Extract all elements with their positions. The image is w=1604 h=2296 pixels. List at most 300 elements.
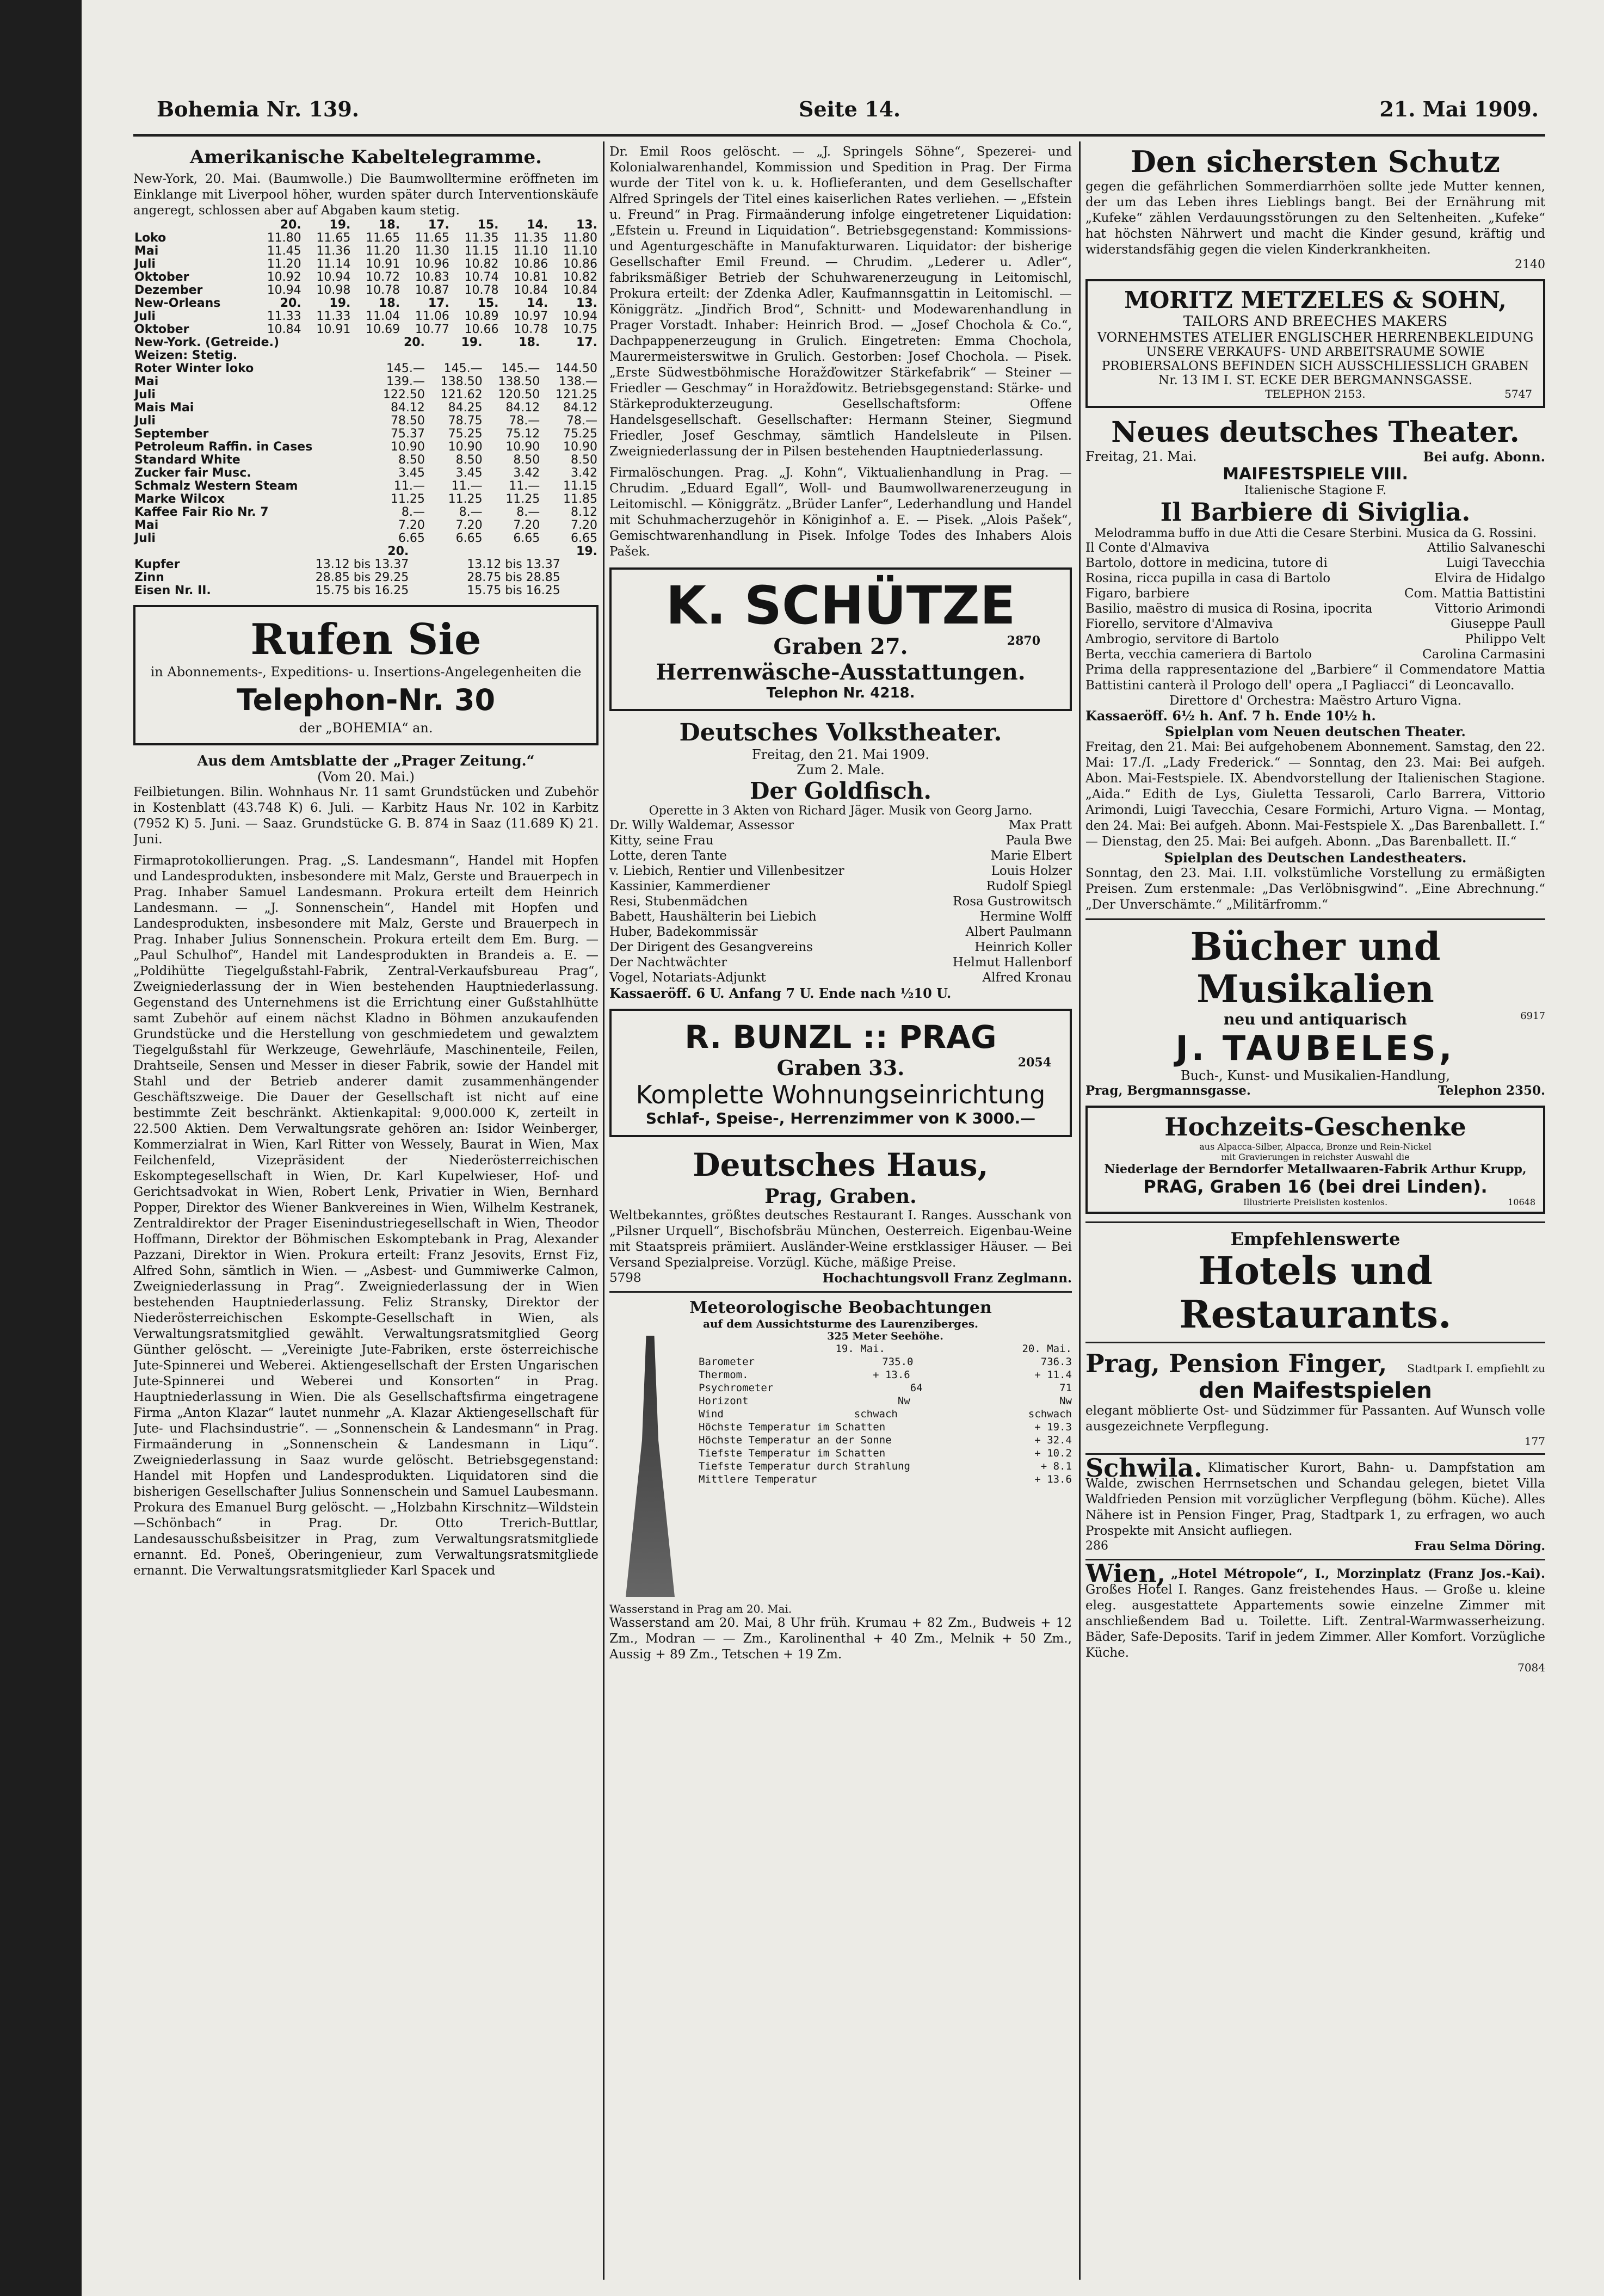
grain-table <box>133 336 599 545</box>
cell-value: 6.65 <box>513 532 540 545</box>
met-label: Barometer <box>699 1356 755 1368</box>
cell-value: 7.20 <box>455 519 483 532</box>
row-label: Juli <box>134 532 156 545</box>
met-height: 325 Meter Seehöhe. <box>827 1330 943 1342</box>
cell-value: 15.75 bis 16.25 <box>467 584 560 597</box>
role: Fiorello, servitore d'Almaviva <box>1085 617 1273 631</box>
cell-value: 20. <box>387 545 409 558</box>
hochzeit-num: 10648 <box>1508 1197 1535 1207</box>
hotels-title: Hotels und Restaurants. <box>1179 1248 1452 1337</box>
met-row <box>699 1473 1072 1486</box>
role: Vogel, Notariats-Adjunkt <box>609 971 766 985</box>
cell-value: 13. <box>576 218 597 232</box>
cell-value: 11.35 <box>464 231 499 245</box>
table-row <box>133 310 599 323</box>
cell-value: 10.66 <box>464 323 499 336</box>
met-value: schwach <box>1028 1408 1072 1420</box>
met-value: Nw <box>1059 1395 1072 1407</box>
cell-value: 15. <box>477 218 499 232</box>
role: Berta, vecchia cameriera di Bartolo <box>1085 647 1312 662</box>
taubeles-num: 6917 <box>1520 1010 1545 1022</box>
cell-value: 10.81 <box>514 270 548 284</box>
met-value: + 13.6 <box>873 1369 910 1381</box>
cell-value: 8.50 <box>455 453 483 467</box>
cell-value: 20. <box>280 218 301 232</box>
taubeles-desc: Buch-, Kunst- und Musikalien-Handlung, <box>1181 1068 1450 1083</box>
met-label: Mittlere Temperatur <box>699 1473 817 1485</box>
met-row <box>699 1434 1072 1447</box>
wien-title: Wien, <box>1085 1559 1166 1588</box>
volks-title: Deutsches Volkstheater. <box>679 719 1002 746</box>
row-label: Zucker fair Musc. <box>134 466 251 480</box>
cell-value: 10.96 <box>415 257 449 271</box>
metzeles-l3: UNSERE VERKAUFS- UND ARBEITSRAUME SOWIE PROBIERSALONS BEFINDEN SICH AUSSCHLIESSLICH GRABEN Nr. 13 IM I. ST. ECKE DER BERGMANNSGASSE. <box>1101 345 1529 387</box>
role: Huber, Badekommissär <box>609 925 758 939</box>
cast-row <box>609 940 1072 955</box>
cast-row <box>1085 556 1545 571</box>
row-label: Petroleum Raffin. in Cases <box>134 440 313 454</box>
table-row <box>133 245 599 258</box>
cell-value: 11.80 <box>267 231 301 245</box>
cell-value: 28.75 bis 28.85 <box>467 571 560 584</box>
scan-border <box>0 0 82 2296</box>
role: Resi, Stubenmädchen <box>609 894 748 909</box>
cell-value: 8.50 <box>571 453 597 467</box>
schwila-text: Klimatischer Kurort, Bahn- u. Dampfstation am Walde, zwischen Herrnsetschen und Schandau gelegen, bietet Villa Waldfrieden Pension mit vorzüglicher Verpflegung (böhm. Küche). Alles Nähere ist in Pension Finger, Prag, Stadtpark 1, zu erfragen, wo auch Prospekte mit Ansicht aufliegen. <box>1085 1461 1545 1538</box>
hochzeit-l1: aus Alpacca-Silber, Alpacca, Bronze und Rein-Nickel <box>1199 1141 1432 1152</box>
met-row <box>699 1460 1072 1473</box>
volks-sub: Operette in 3 Akten von Richard Jäger. Musik von Georg Jarno. <box>649 804 1033 818</box>
cell-value: 145.— <box>443 362 483 375</box>
cell-value: 120.50 <box>498 388 540 402</box>
landes-text: Sonntag, den 23. Mai. I.II. volkstümliche Vorstellung zu ermäßigten Preisen. Zum erstenmale: „Das Verlöbnisgwind“. „Eine Abrechnung.“ „Der Unverschämte.“ „Militärfromm.“ <box>1085 866 1545 912</box>
cell-value: 20. <box>280 297 301 310</box>
cell-value: 78.75 <box>448 414 483 428</box>
actor: Vittorio Arimondi <box>1435 602 1545 616</box>
wasserstand-text: Wasserstand am 20. Mai, 8 Uhr früh. Krumau + 82 Zm., Budweis + 12 Zm., Modran — — Zm., Karolinenthal + 40 Zm., Melnik + 50 Zm., Aussig + 89 Zm., Tetschen + 19 Zm. <box>609 1616 1072 1662</box>
table-row <box>133 532 599 545</box>
cell-value: 138.50 <box>440 375 483 388</box>
cell-value: 10.91 <box>316 323 351 336</box>
table-row <box>133 258 599 271</box>
cell-value: 10.86 <box>514 257 548 271</box>
neues-title: Neues deutsches Theater. <box>1111 416 1520 449</box>
cell-value: 15.75 bis 16.25 <box>315 584 409 597</box>
cast-row <box>1085 540 1545 556</box>
cell-value: 10.90 <box>390 440 425 454</box>
met-value: 20. Mai. <box>1022 1343 1072 1355</box>
row-label: Juli <box>134 388 156 402</box>
cell-value <box>426 349 484 362</box>
actor: Rosa Gustrowitsch <box>953 894 1072 909</box>
met-stats <box>609 1421 1072 1486</box>
page-header <box>157 97 1539 135</box>
cell-value: 19. <box>461 336 483 349</box>
cell-value <box>368 349 426 362</box>
table-header <box>133 336 599 349</box>
role: Der Nachtwächter <box>609 955 727 970</box>
actor: Max Pratt <box>1008 818 1072 832</box>
actor: Rudolf Spiegl <box>986 879 1072 893</box>
cell-value: 8.50 <box>513 453 540 467</box>
schwila-num: 286 <box>1085 1539 1108 1553</box>
haus-sub: Prag, Graben. <box>764 1185 917 1208</box>
table-row <box>133 558 599 571</box>
table-row <box>133 519 599 532</box>
hochzeit-foot: Illustrierte Preislisten kostenlos. <box>1243 1197 1388 1207</box>
cell-value: 13.12 bis 13.37 <box>315 558 409 571</box>
cell-value: 10.69 <box>366 323 400 336</box>
volks-nr: Zum 2. Male. <box>797 762 885 777</box>
cast-row <box>1085 632 1545 647</box>
cell-value: 17. <box>428 297 449 310</box>
cell-value: 10.84 <box>563 283 597 297</box>
met-value: 71 <box>1059 1382 1072 1394</box>
cell-value: 138.50 <box>498 375 540 388</box>
met-water: Wasserstand in Prag am 20. Mai. <box>609 1602 792 1615</box>
cell-value: 11.30 <box>415 244 449 258</box>
cell-value: 6.65 <box>455 532 483 545</box>
row-label <box>133 219 253 232</box>
table-row <box>133 375 599 388</box>
schutz-title: Den sichersten Schutz <box>1131 144 1500 179</box>
finger-num: 177 <box>1524 1435 1545 1448</box>
cell-value: 10.92 <box>267 270 301 284</box>
hotels-head: Empfehlenswerte <box>1230 1229 1401 1249</box>
row-label: Mais Mai <box>134 401 194 415</box>
row-label: Loko <box>134 231 166 245</box>
row-label: Mai <box>134 519 159 532</box>
cast-row <box>1085 647 1545 662</box>
role: Il Conte d'Almaviva <box>1085 541 1210 555</box>
table-row <box>133 362 599 375</box>
divider <box>1085 918 1545 920</box>
table-row <box>133 467 599 480</box>
metzeles-num: 5747 <box>1504 387 1532 400</box>
cell-value: 11.65 <box>415 231 449 245</box>
cast-row <box>609 879 1072 894</box>
row-label: Weizen: Stetig. <box>134 349 238 362</box>
cell-value: 10.89 <box>464 310 499 323</box>
cell-value: 10.84 <box>514 283 548 297</box>
cell-value: 10.78 <box>464 283 499 297</box>
spielplan-text: Freitag, den 21. Mai: Bei aufgehobenem Abonnement. Samstag, den 22. Mai: 17./I. „Lady Frederick.“ — Sonntag, den 23. Mai: Bei aufgeh. Abon. Mai-Festspiele. IX. Abendvorstellung der Italienischen Stagione. „Aida.“ Edith de Lys, Giuletta Tessaroli, Carlo Barrera, Vittorio Arimondi, Luigi Tavecchia, Cesare Formichi, Arturo Vigna. — Montag, den 24. Mai: Bei aufgeh. Abonn. Mai-Festspiele X. „Das Barenballett. I.“ — Dienstag, den 25. Mai: Bei aufgeh. Abonn. „Das Barenballett. II.“ <box>1085 740 1545 849</box>
amtsblatt-title: Aus dem Amtsblatte der „Prager Zeitung.“ <box>197 753 535 769</box>
metzeles-name: MORITZ METZELES & SOHN, <box>1124 287 1507 313</box>
volks-foot: Kassaeröff. 6 U. Anfang 7 U. Ende nach ½10 U. <box>609 985 952 1001</box>
bunzl-line: Komplette Wohnungseinrichtung <box>636 1080 1046 1109</box>
actor: Philippo Velt <box>1465 632 1545 646</box>
haus-text: Weltbekanntes, größtes deutsches Restaurant I. Ranges. Ausschank von „Pilsner Urquell“, Bischofsbräu München, Oesterreich. Eigenbau-Weine mit Staatspreis prämiiert. Ausländer-Weine erstklassiger Häuser. — Bei Versand Spezialpreise. Vorzügl. Küche, mäßige Preise. <box>609 1208 1072 1270</box>
cell-value: 11.— <box>393 479 425 493</box>
volks-date: Freitag, den 21. Mai 1909. <box>752 747 929 762</box>
row-label: Marke Wilcox <box>134 492 225 506</box>
cell-value: 11.25 <box>448 492 483 506</box>
neues-sub: Melodramma buffo in due Atti die Cesare Sterbini. Musica da G. Rossini. <box>1094 527 1537 540</box>
cell-value: 11.04 <box>366 310 400 323</box>
metal-table <box>133 545 599 597</box>
met-label: Thermom. <box>699 1369 749 1381</box>
table-header <box>133 219 599 232</box>
metzeles-l2: VORNEHMSTES ATELIER ENGLISCHER HERRENBEKLEIDUNG <box>1097 330 1534 345</box>
firmaloeschungen-text: Firmalöschungen. Prag. „J. Kohn“, Viktualienhandlung in Prag. — Chrudim. „Eduard Egall“, Woll- und Baumwollwarenerzeugung in Leitomischl. — Königgrätz. „Brüder Lanfer“, Lederhandlung und Handel mit Schuhmacherzugehör in Königinhof a. E. — Pisek. „Alois Pašek“, Gemischtwarenhandlung in Pisek. Infolge Todes des Inhabers Alois Pašek. <box>609 466 1072 559</box>
rufen-ad <box>133 605 599 745</box>
row-label: September <box>134 427 209 441</box>
role: Rosina, ricca pupilla in casa di Bartolo <box>1085 571 1331 585</box>
table-row <box>133 428 599 441</box>
cell-value: 15. <box>477 297 499 310</box>
cell-value: 7.20 <box>398 519 425 532</box>
cell-value: 11.33 <box>267 310 301 323</box>
wien-num: 7084 <box>1517 1661 1545 1674</box>
cast-row <box>609 818 1072 833</box>
met-row <box>699 1447 1072 1460</box>
actor: Giuseppe Paull <box>1450 617 1545 631</box>
taubeles-addr: Prag, Bergmannsgasse. <box>1085 1083 1251 1098</box>
rufen-foot: der „BOHEMIA“ an. <box>299 720 433 736</box>
cell-value: 78.— <box>566 414 597 428</box>
cell-value: 75.37 <box>390 427 425 441</box>
cell-value: 145.— <box>386 362 425 375</box>
meteorology-box <box>609 1298 1072 1615</box>
cell-value: 10.90 <box>505 440 540 454</box>
role: Dr. Willy Waldemar, Assessor <box>609 818 794 832</box>
row-label: Mai <box>134 375 159 388</box>
cast-row <box>609 909 1072 924</box>
table-header <box>133 545 599 558</box>
table-row <box>133 232 599 245</box>
row-label: Zinn <box>134 571 164 584</box>
cell-value: 11.36 <box>316 244 351 258</box>
met-value: 64 <box>910 1382 923 1394</box>
cell-value: 10.90 <box>563 440 597 454</box>
cell-value: 11.20 <box>366 244 400 258</box>
cell-value: 10.86 <box>563 257 597 271</box>
row-label: Standard White <box>134 453 240 467</box>
cell-value: 10.74 <box>464 270 499 284</box>
divider <box>1085 1221 1545 1223</box>
cell-value: 11.45 <box>267 244 301 258</box>
actor: Com. Mattia Battistini <box>1404 587 1545 601</box>
finger-text: elegant möblierte Ost- und Südzimmer für Passanten. Auf Wunsch volle ausgezeichnete Verpflegung. <box>1085 1404 1545 1434</box>
cell-value: 19. <box>329 218 351 232</box>
cell-value: 11.20 <box>267 257 301 271</box>
actor: Elvira de Hidalgo <box>1434 571 1545 585</box>
met-value: 19. Mai. <box>835 1343 885 1355</box>
cell-value: 145.— <box>501 362 540 375</box>
met-row <box>699 1381 1072 1394</box>
row-label: New-York. (Getreide.) <box>134 336 280 349</box>
neues-foot: Kassaeröff. 6½ h. Anf. 7 h. Ende 10½ h. <box>1085 708 1376 724</box>
cell-value: 8.— <box>516 505 540 519</box>
met-label: Horizont <box>699 1395 749 1407</box>
cotton-table <box>133 219 599 336</box>
table-row <box>133 441 599 454</box>
role: Figaro, barbiere <box>1085 587 1189 601</box>
cell-value: 10.78 <box>366 283 400 297</box>
neues-abon: Bei aufg. Abonn. <box>1423 449 1545 465</box>
landes-title: Spielplan des Deutschen Landestheaters. <box>1164 850 1467 866</box>
table-row <box>133 271 599 284</box>
cell-value: 3.45 <box>455 466 483 480</box>
cell-value: 84.12 <box>505 401 540 415</box>
schwila-sign: Frau Selma Döring. <box>1414 1539 1545 1553</box>
actor: Albert Paulmann <box>965 925 1072 939</box>
cell-value: 84.12 <box>390 401 425 415</box>
cable-title: Amerikanische Kabeltelegramme. <box>190 146 542 168</box>
cell-value: 144.50 <box>556 362 597 375</box>
met-row <box>699 1355 1072 1368</box>
taubeles-tel: Telephon 2350. <box>1438 1083 1545 1098</box>
schuetze-tel: Telephon Nr. 4218. <box>766 685 915 701</box>
row-label: Eisen Nr. II. <box>134 584 211 597</box>
cell-value: 10.94 <box>316 270 351 284</box>
cell-value: 8.12 <box>571 505 597 519</box>
cell-value: 18. <box>519 336 540 349</box>
cell-value: 10.82 <box>464 257 499 271</box>
table-header <box>133 297 599 310</box>
actor: Marie Elbert <box>990 849 1072 863</box>
met-row <box>699 1342 1072 1355</box>
cell-value: 13.12 bis 13.37 <box>467 558 560 571</box>
actor: Louis Holzer <box>991 864 1072 878</box>
cell-value: 138.— <box>559 375 597 388</box>
row-label: Juli <box>134 257 156 271</box>
cell-value: 11.33 <box>316 310 351 323</box>
cell-value: 7.20 <box>571 519 597 532</box>
rufen-sub: in Abonnements-, Expeditions- u. Insertions-Angelegenheiten die <box>150 664 582 680</box>
met-table <box>609 1342 1072 1421</box>
cell-value: 10.83 <box>415 270 449 284</box>
cell-value: 11.— <box>509 479 540 493</box>
row-label: Juli <box>134 310 156 323</box>
schutz-num: 2140 <box>1515 258 1545 271</box>
cell-value: 8.— <box>459 505 483 519</box>
cell-value: 10.91 <box>366 257 400 271</box>
actor: Luigi Tavecchia <box>1446 556 1545 570</box>
schuetze-line: Herrenwäsche-Ausstattungen. <box>656 659 1026 685</box>
neues-date: Freitag, 21. Mai. <box>1085 449 1197 464</box>
cell-value: 10.82 <box>563 270 597 284</box>
cell-value: 11.— <box>451 479 483 493</box>
row-label: Mai <box>134 244 159 258</box>
haus-num: 5798 <box>609 1271 641 1285</box>
column-3 <box>1085 144 1545 2282</box>
cast-row <box>609 970 1072 985</box>
table-row <box>133 584 599 597</box>
cell-value: 10.94 <box>267 283 301 297</box>
table-row <box>133 454 599 467</box>
cell-value: 11.65 <box>366 231 400 245</box>
cell-value: 11.85 <box>563 492 597 506</box>
met-sub: auf dem Aussichtsturme des Laurenziberges. <box>703 1317 978 1330</box>
role: Ambrogio, servitore di Bartolo <box>1085 632 1279 646</box>
hochzeit-ad <box>1085 1106 1545 1214</box>
met-value: + 13.6 <box>1034 1473 1072 1485</box>
schuetze-name: K. SCHÜTZE <box>665 575 1016 636</box>
cast-row <box>1085 571 1545 586</box>
metzeles-tel: TELEPHON 2153. <box>1265 387 1366 400</box>
cell-value: 11.14 <box>316 257 351 271</box>
row-label: Juli <box>134 414 156 428</box>
cell-value: 8.50 <box>398 453 425 467</box>
row-label: Roter Winter loko <box>134 362 254 375</box>
actor: Hermine Wolff <box>979 910 1072 924</box>
bunzl-sub: Schlaf-, Speise-, Herrenzimmer von K 3000.— <box>645 1109 1036 1127</box>
met-label: Tiefste Temperatur im Schatten <box>699 1447 886 1459</box>
met-row <box>699 1394 1072 1408</box>
column-2 <box>609 144 1072 2282</box>
cell-value: 11.25 <box>390 492 425 506</box>
row-label: Dezember <box>134 283 203 297</box>
cast-row <box>609 955 1072 970</box>
cast-row <box>609 848 1072 863</box>
met-value: 735.0 <box>882 1356 914 1368</box>
neues-dir: Direttore d' Orchestra: Maëstro Arturo Vigna. <box>1169 694 1461 708</box>
row-label <box>133 545 258 558</box>
column-rule-2 <box>1079 141 1081 2280</box>
neues-cast <box>1085 540 1545 662</box>
met-label: Psychrometer <box>699 1382 774 1394</box>
cast-row <box>1085 601 1545 616</box>
cell-value: 84.25 <box>448 401 483 415</box>
spielplan-title: Spielplan vom Neuen deutschen Theater. <box>1165 724 1466 739</box>
actor: Heinrich Koller <box>974 940 1072 954</box>
cell-value: 75.12 <box>505 427 540 441</box>
cell-value: 10.75 <box>563 323 597 336</box>
amtsblatt-date: (Vom 20. Mai.) <box>317 769 415 785</box>
cell-value: 6.65 <box>398 532 425 545</box>
cell-value: 3.45 <box>398 466 425 480</box>
wien-text: Großes Hotel I. Ranges. Ganz freistehendes Haus. — Große u. kleine eleg. ausgestattete Appartements sowie einzelne Zimmer mit anschließendem Bad u. Toilette. Lift. Zentral-Warmwasserheizung. Bäder, Safe-Deposits. Tarif in jedem Zimmer. Aller Komfort. Vorzügliche Küche. <box>1085 1583 1545 1660</box>
met-label: Wind <box>699 1408 724 1420</box>
role: Lotte, deren Tante <box>609 849 727 863</box>
table-row <box>133 388 599 402</box>
role: v. Liebich, Rentier und Villenbesitzer <box>609 864 844 878</box>
hochzeit-addr: PRAG, Graben 16 (bei drei Linden). <box>1143 1176 1488 1197</box>
cell-value: 10.98 <box>316 283 351 297</box>
neues-play: Il Barbiere di Siviglia. <box>1160 497 1471 527</box>
bunzl-name: R. BUNZL :: PRAG <box>684 1019 997 1056</box>
schuetze-num: 2870 <box>1007 634 1040 648</box>
actor: Paula Bwe <box>1005 834 1072 848</box>
met-value: + 11.4 <box>1034 1369 1072 1381</box>
cell-value: 10.94 <box>563 310 597 323</box>
schuetze-ad <box>609 567 1072 711</box>
cast-row <box>609 894 1072 909</box>
schuetze-addr: Graben 27. <box>773 634 908 659</box>
cell-value: 17. <box>428 218 449 232</box>
header-left: Bohemia Nr. 139. <box>157 97 360 121</box>
header-right: 21. Mai 1909. <box>1379 97 1539 121</box>
actor: Alfred Kronau <box>982 971 1072 985</box>
finger-park: Stadtpark I. empfiehlt zu <box>1407 1362 1545 1375</box>
cast-row <box>609 833 1072 848</box>
met-label: Höchste Temperatur an der Sonne <box>699 1434 892 1446</box>
met-value: schwach <box>854 1408 898 1420</box>
cell-value: 78.50 <box>390 414 425 428</box>
table-row <box>133 480 599 493</box>
volks-cast <box>609 818 1072 985</box>
neues-prima: Prima della rappresentazione del „Barbiere“ il Commendatore Mattia Battistini canterà il Prologo dell' opera „I Pagliacci“ di Leoncavallo. <box>1085 663 1545 693</box>
table-row <box>133 284 599 297</box>
rufen-tel: Telephon-Nr. 30 <box>236 683 496 717</box>
cell-value: 75.25 <box>448 427 483 441</box>
schutz-text: gegen die gefährlichen Sommerdiarrhöen sollte jede Mutter kennen, der um das Leben ihres Lieblings bangt. Bei der Ernährung mit „Kufeke“ zählen Verdauungsstörungen zu den Seltenheiten. „Kufeke“ hat höchsten Nährwert und macht die Kinder gesund, kräftig und widerstandsfähig gegen die vielen Kinderkrankheiten. <box>1085 180 1545 257</box>
hochzeit-l3: Niederlage der Berndorfer Metallwaaren-Fabrik Arthur Krupp, <box>1104 1162 1527 1176</box>
met-value: + 32.4 <box>1034 1434 1072 1446</box>
row-label: New-Orleans <box>134 297 221 310</box>
